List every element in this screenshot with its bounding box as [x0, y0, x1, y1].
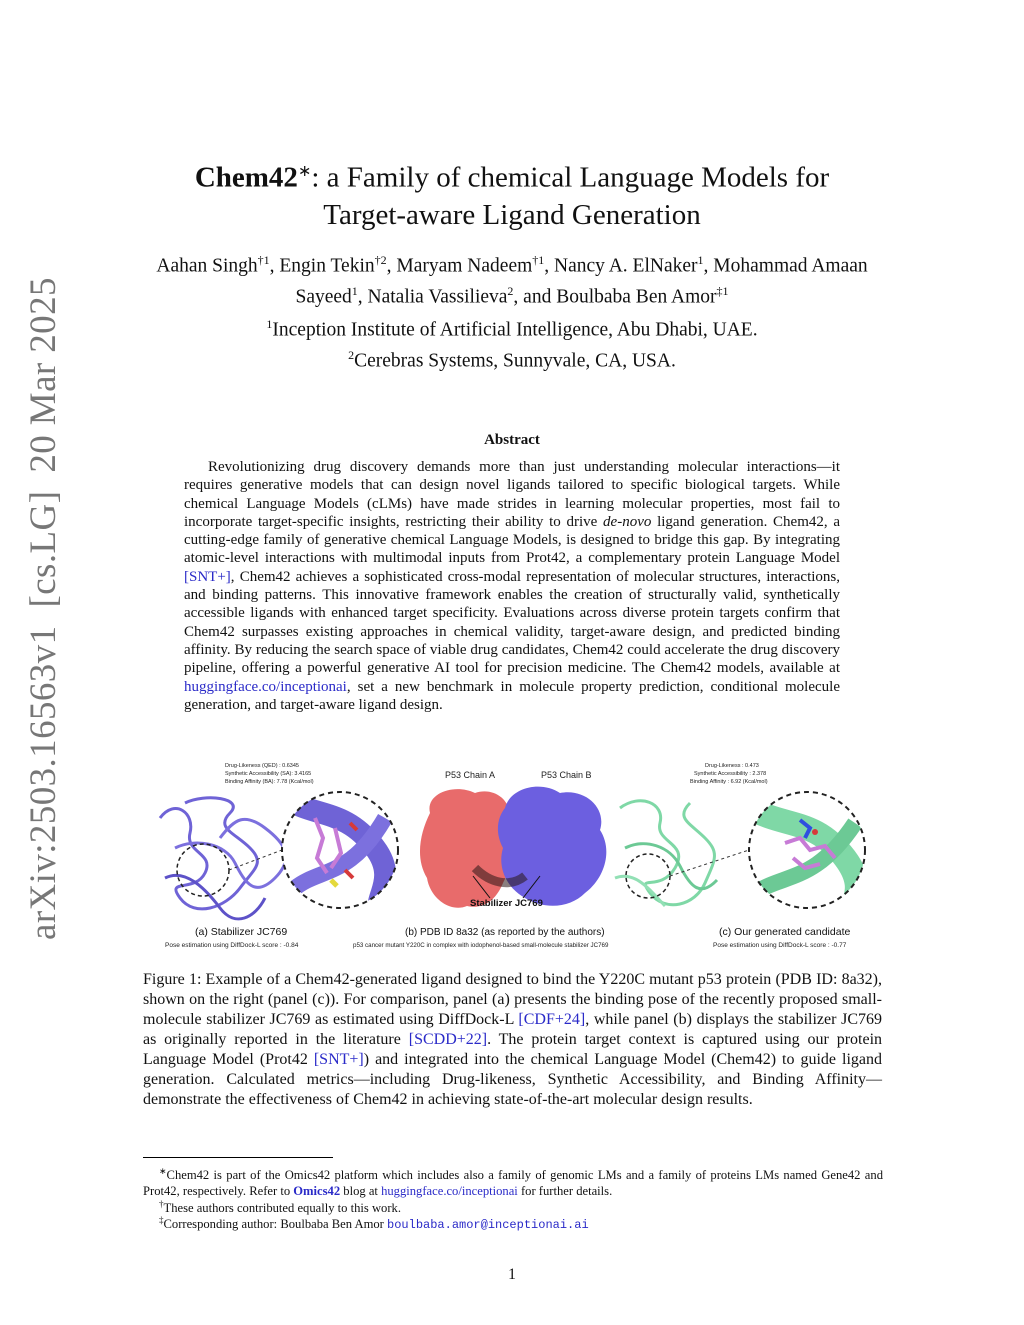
panel-c-zoom — [749, 792, 865, 923]
citation-link[interactable]: [SCDD+22] — [408, 1031, 488, 1048]
footnote-1 — [143, 1163, 883, 1199]
caption-text: . The protein target context is captured using our protein Language Model (Prot42 — [143, 1031, 883, 1068]
abstract-emphasis: de-novo — [603, 513, 652, 530]
author-list — [130, 248, 894, 309]
panel-b-title: (b) PDB ID 8a32 (as reported by the authors) — [405, 927, 605, 938]
author-separator: , and — [513, 286, 557, 307]
metric-text: Synthetic Accessibility : 2.378 — [694, 771, 767, 777]
email-link[interactable]: boulbaba.amor@inceptionai.ai — [387, 1218, 589, 1233]
chain-a-surface — [420, 789, 514, 908]
footnote-mark: ∗ — [159, 1166, 167, 1176]
author-separator: , — [386, 255, 397, 277]
footnote-text: blog at — [340, 1184, 382, 1199]
author-name: Mohammad Amaan Sayeed — [295, 255, 868, 307]
metric-text: Binding Affinity : 6.92 (Kcal/mol) — [690, 779, 768, 785]
panel-b-surfaces — [420, 770, 606, 909]
author-separator: , — [269, 255, 280, 277]
panel-b-subtitle: p53 cancer mutant Y220C in complex with iodophenol-based small-molecule stabilizer JC769 — [353, 942, 609, 949]
footnote-text: These authors contributed equally to this work. — [163, 1201, 401, 1216]
abstract-text: Revolutionizing drug discovery demands more than just understanding molecular interactions—it requires generative models that can design novel ligands tailored to specific biological targets. While chemical Language Models (cLMs) have made strides in learning molecular properties, most fail to incorporate target-specific insights, restricting their ability to drive — [184, 459, 840, 530]
protein-ribbon — [160, 798, 257, 909]
panel-c-subtitle: Pose estimation using DiffDock-L score : -0.77 — [713, 942, 847, 949]
affiliation-1 — [130, 312, 894, 343]
author-separator: , — [357, 286, 368, 307]
huggingface-link[interactable]: huggingface.co/inceptionai — [184, 678, 347, 695]
footnote-text: Corresponding author: Boulbaba Ben Amor — [163, 1217, 388, 1232]
author-affil-mark: †1 — [257, 253, 270, 267]
author-name: Maryam Nadeem — [396, 255, 533, 277]
footnote-text: Chem42 is part of the Omics42 platform which includes also a family of genomic LMs and a family of proteins LMs named Gene42 and Prot42, respectively. Refer to — [143, 1168, 883, 1199]
abstract-text: , Chem42 achieves a sophisticated cross-modal representation of molecular structures, interactions, and binding patterns. This innovative framework enables the creation of structurally valid, synthetically accessible ligands with enhanced target specificity. Evaluations across diverse protein targets confirm that Chem42 surpasses existing approaches in chemical validity, target-aware design, and predicted binding affinity. By reducing the search space of viable drug candidates, Chem42 could accelerate the drug discovery pipeline, offering a powerful generative AI tool for precision medicine. The Chem42 models, available at — [184, 568, 840, 677]
panel-c-metrics — [690, 763, 768, 785]
affiliation-list — [130, 312, 894, 373]
abstract-text: , set a new benchmark in molecule property prediction, conditional molecule generation, and target-aware ligand design. — [184, 678, 840, 713]
citation-link[interactable]: [SNT+] — [184, 568, 231, 585]
author-name: Nancy A. ElNaker — [554, 255, 698, 277]
panel-a-title: (a) Stabilizer JC769 — [195, 926, 288, 938]
arxiv-id: arXiv:2503.16563v1 — [23, 625, 64, 940]
author-separator: , — [544, 255, 555, 277]
citation-link[interactable]: [SNT+] — [313, 1051, 364, 1068]
author-affil-mark: 1 — [697, 253, 704, 267]
affiliation-text: Cerebras Systems, Sunnyvale, CA, USA. — [354, 350, 676, 371]
footnote-mark: ‡ — [159, 1215, 164, 1225]
page-number: 1 — [508, 1266, 516, 1283]
caption-text: ) and integrated into the chemical Language Model (Chem42) to guide ligand generation. Calculated metrics—including Drug-likeness, Synthetic Accessibility, and Binding Affinity—demonstrate the effectiveness of Chem42 in achieving state-of-the-art molecular design results. — [143, 1051, 882, 1108]
chain-b-surface — [498, 787, 606, 906]
arxiv-date: 20 Mar 2025 — [23, 277, 64, 473]
author-separator: , — [703, 255, 714, 277]
figure-1-graphic — [145, 758, 885, 958]
author-name: Natalia Vassilieva — [367, 286, 508, 307]
huggingface-link[interactable]: huggingface.co/inceptionai — [381, 1184, 518, 1199]
affiliation-text: Inception Institute of Artificial Intelligence, Abu Dhabi, UAE. — [272, 319, 758, 341]
title-footnote-mark: ∗ — [297, 163, 312, 180]
panel-a-zoom — [282, 792, 398, 918]
affiliation-mark: 2 — [348, 347, 355, 362]
figure-1 — [145, 758, 885, 958]
ligand-atom — [812, 829, 818, 835]
metric-text: Drug-Likeness : 0.473 — [705, 763, 759, 769]
author-affil-mark: 2 — [507, 283, 514, 298]
title-model-name: Chem42 — [194, 161, 298, 194]
author-name: Boulbaba Ben Amor — [556, 286, 717, 307]
footnote-3 — [143, 1212, 883, 1233]
abstract-body — [184, 458, 840, 714]
abstract-heading: Abstract — [484, 432, 540, 448]
footnote-mark: † — [159, 1199, 164, 1209]
paper-title — [120, 153, 904, 234]
caption-text: Figure 1: Example of a Chem42-generated ligand designed to bind the Y220C mutant p53 protein (PDB ID: 8a32), shown on the right (panel (c)). For comparison, panel (a) presents the binding pose of the recently proposed small-molecule stabilizer JC769 as estimated using DiffDock-L — [143, 971, 882, 1028]
arxiv-sidebar-stamp — [22, 277, 70, 940]
metric-text: Drug-Likeness (QED) : 0.6345 — [225, 763, 299, 769]
figure-1-caption — [143, 970, 882, 1110]
affiliation-mark: 1 — [266, 317, 273, 331]
panel-c-title: (c) Our generated candidate — [719, 926, 851, 938]
caption-text: , while panel (b) displays the stabilizer JC769 as originally reported in the literature — [143, 1011, 882, 1048]
author-name: Engin Tekin — [279, 255, 375, 277]
panel-a-protein — [160, 798, 286, 919]
affiliation-2 — [130, 343, 894, 374]
footnote-rule — [143, 1157, 333, 1158]
footnote-text: for further details. — [517, 1184, 613, 1199]
omics42-blog-link[interactable]: Omics42 — [293, 1184, 341, 1199]
author-affil-mark: ‡1 — [716, 283, 729, 298]
author-affil-mark: †2 — [374, 253, 387, 267]
arxiv-category: [cs.LG] — [23, 490, 64, 608]
chain-a-label: P53 Chain A — [445, 770, 496, 780]
title-line-1: : a Family of chemical Language Models for — [311, 161, 830, 194]
panel-a-metrics — [225, 763, 314, 785]
author-affil-mark: †1 — [532, 253, 545, 267]
title-line-2: Target-aware Ligand Generation — [323, 198, 701, 231]
panel-c-protein — [615, 801, 749, 906]
metric-text: Binding Affinity (BA): 7.78 (Kcal/mol) — [225, 779, 314, 785]
metric-text: Synthetic Accessibility (SA): 3.4165 — [225, 771, 312, 777]
author-name: Aahan Singh — [156, 255, 258, 277]
chain-b-label: P53 Chain B — [541, 770, 592, 780]
panel-a-subtitle: Pose estimation using DiffDock-L score : -0.84 — [165, 942, 299, 949]
citation-link[interactable]: [CDF+24] — [518, 1011, 586, 1028]
stabilizer-label: Stabilizer JC769 — [470, 898, 543, 909]
abstract-text: ligand generation. Chem42, a cutting-edge family of generative chemical Language Models, is designed to bridge this gap. By integrating atomic-level interactions with multimodal inputs from Prot42, a complementary protein Language Model — [184, 513, 840, 567]
author-affil-mark: 1 — [351, 283, 358, 298]
